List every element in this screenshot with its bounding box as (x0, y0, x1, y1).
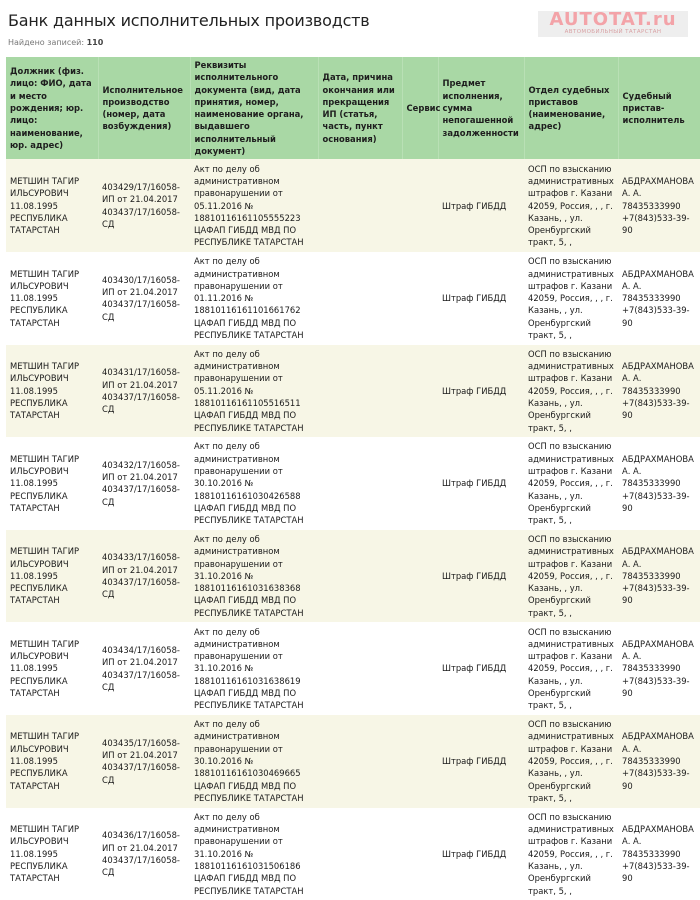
table-row (6, 715, 700, 808)
table-row (6, 252, 700, 345)
cell-document: Акт по делу об административном правонарушении от 31.10.2016 № 18810116161031638368 ЦАФАП ГИБДД МВД ПО РЕСПУБЛИКЕ ТАТАРСТАН (190, 530, 318, 623)
logo-text: AUTOTAT.ru (549, 9, 677, 30)
cell-bailiff: АБДРАХМАНОВА А. А. 78435333990 +7(843)533-39-90 (618, 252, 700, 345)
table-row (6, 159, 700, 252)
records-found (8, 38, 103, 47)
column-header-proceeding: Исполнительное производство (номер, дата возбуждения) (98, 57, 190, 159)
cell-end-date (318, 159, 402, 252)
cell-proceeding: 403436/17/16058-ИП от 21.04.2017 403437/17/16058-СД (98, 808, 190, 900)
table-row (6, 622, 700, 715)
cell-service (402, 808, 438, 900)
cell-bailiff: АБДРАХМАНОВА А. А. 78435333990 +7(843)533-39-90 (618, 437, 700, 530)
table-body (6, 159, 700, 900)
cell-end-date (318, 345, 402, 438)
records-found-label: Найдено записей: (8, 38, 85, 47)
cell-proceeding: 403430/17/16058-ИП от 21.04.2017 403437/17/16058-СД (98, 252, 190, 345)
cell-subject: Штраф ГИБДД (438, 345, 524, 438)
logo-subtitle: АВТОМОБИЛЬНЫЙ ТАТАРСТАН (564, 29, 662, 35)
cell-service (402, 622, 438, 715)
cell-debtor: МЕТШИН ТАГИР ИЛЬСУРОВИЧ 11.08.1995 РЕСПУБЛИКА ТАТАРСТАН (6, 530, 98, 623)
page-title: Банк данных исполнительных производств (8, 10, 370, 30)
cell-department: ОСП по взысканию административных штрафов г. Казани 42059, Россия, , , г. Казань, , ул. Оренбургский тракт, 5, , (524, 808, 618, 900)
column-header-document: Реквизиты исполнительного документа (вид, дата принятия, номер, наименование органа, выдавшего исполнительный документ) (190, 57, 318, 159)
table-row (6, 530, 700, 623)
cell-document: Акт по делу об административном правонарушении от 01.11.2016 № 18810116161101661762 ЦАФАП ГИБДД МВД ПО РЕСПУБЛИКЕ ТАТАРСТАН (190, 252, 318, 345)
cell-debtor: МЕТШИН ТАГИР ИЛЬСУРОВИЧ 11.08.1995 РЕСПУБЛИКА ТАТАРСТАН (6, 808, 98, 900)
cell-end-date (318, 808, 402, 900)
cell-document: Акт по делу об административном правонарушении от 31.10.2016 № 18810116161031638619 ЦАФАП ГИБДД МВД ПО РЕСПУБЛИКЕ ТАТАРСТАН (190, 622, 318, 715)
cell-debtor: МЕТШИН ТАГИР ИЛЬСУРОВИЧ 11.08.1995 РЕСПУБЛИКА ТАТАРСТАН (6, 252, 98, 345)
cell-subject: Штраф ГИБДД (438, 437, 524, 530)
header-row (6, 57, 700, 159)
cell-debtor: МЕТШИН ТАГИР ИЛЬСУРОВИЧ 11.08.1995 РЕСПУБЛИКА ТАТАРСТАН (6, 345, 98, 438)
cell-debtor: МЕТШИН ТАГИР ИЛЬСУРОВИЧ 11.08.1995 РЕСПУБЛИКА ТАТАРСТАН (6, 437, 98, 530)
cell-document: Акт по делу об административном правонарушении от 30.10.2016 № 18810116161030469665 ЦАФАП ГИБДД МВД ПО РЕСПУБЛИКЕ ТАТАРСТАН (190, 715, 318, 808)
column-header-end-date: Дата, причина окончания или прекращения ИП (статья, часть, пункт основания) (318, 57, 402, 159)
cell-debtor: МЕТШИН ТАГИР ИЛЬСУРОВИЧ 11.08.1995 РЕСПУБЛИКА ТАТАРСТАН (6, 622, 98, 715)
cell-bailiff: АБДРАХМАНОВА А. А. 78435333990 +7(843)533-39-90 (618, 530, 700, 623)
column-header-subject: Предмет исполнения, сумма непогашенной задолженности (438, 57, 524, 159)
table-row (6, 808, 700, 900)
cell-subject: Штраф ГИБДД (438, 530, 524, 623)
cell-service (402, 437, 438, 530)
column-header-bailiff: Судебный пристав-исполнитель (618, 57, 700, 159)
cell-debtor: МЕТШИН ТАГИР ИЛЬСУРОВИЧ 11.08.1995 РЕСПУБЛИКА ТАТАРСТАН (6, 715, 98, 808)
cell-bailiff: АБДРАХМАНОВА А. А. 78435333990 +7(843)533-39-90 (618, 622, 700, 715)
cell-service (402, 159, 438, 252)
cell-document: Акт по делу об административном правонарушении от 05.11.2016 № 18810116161105555223 ЦАФАП ГИБДД МВД ПО РЕСПУБЛИКЕ ТАТАРСТАН (190, 159, 318, 252)
cell-service (402, 252, 438, 345)
cell-debtor: МЕТШИН ТАГИР ИЛЬСУРОВИЧ 11.08.1995 РЕСПУБЛИКА ТАТАРСТАН (6, 159, 98, 252)
site-logo[interactable] (538, 11, 688, 37)
column-header-service: Сервис (402, 57, 438, 159)
table-row (6, 345, 700, 438)
cell-bailiff: АБДРАХМАНОВА А. А. 78435333990 +7(843)533-39-90 (618, 159, 700, 252)
cell-proceeding: 403432/17/16058-ИП от 21.04.2017 403437/17/16058-СД (98, 437, 190, 530)
proceedings-table (6, 57, 700, 900)
cell-proceeding: 403429/17/16058-ИП от 21.04.2017 403437/17/16058-СД (98, 159, 190, 252)
cell-department: ОСП по взысканию административных штрафов г. Казани 42059, Россия, , , г. Казань, , ул. Оренбургский тракт, 5, , (524, 437, 618, 530)
cell-proceeding: 403431/17/16058-ИП от 21.04.2017 403437/17/16058-СД (98, 345, 190, 438)
cell-department: ОСП по взысканию административных штрафов г. Казани 42059, Россия, , , г. Казань, , ул. Оренбургский тракт, 5, , (524, 345, 618, 438)
cell-department: ОСП по взысканию административных штрафов г. Казани 42059, Россия, , , г. Казань, , ул. Оренбургский тракт, 5, , (524, 622, 618, 715)
column-header-debtor: Должник (физ. лицо: ФИО, дата и место рождения; юр. лицо: наименование, юр. адрес) (6, 57, 98, 159)
cell-end-date (318, 530, 402, 623)
cell-service (402, 715, 438, 808)
cell-end-date (318, 622, 402, 715)
cell-document: Акт по делу об административном правонарушении от 31.10.2016 № 18810116161031506186 ЦАФАП ГИБДД МВД ПО РЕСПУБЛИКЕ ТАТАРСТАН (190, 808, 318, 900)
cell-subject: Штраф ГИБДД (438, 715, 524, 808)
column-header-department: Отдел судебных приставов (наименование, адрес) (524, 57, 618, 159)
cell-service (402, 530, 438, 623)
cell-subject: Штраф ГИБДД (438, 808, 524, 900)
cell-bailiff: АБДРАХМАНОВА А. А. 78435333990 +7(843)533-39-90 (618, 808, 700, 900)
cell-proceeding: 403434/17/16058-ИП от 21.04.2017 403437/17/16058-СД (98, 622, 190, 715)
table-row (6, 437, 700, 530)
cell-proceeding: 403435/17/16058-ИП от 21.04.2017 403437/17/16058-СД (98, 715, 190, 808)
cell-document: Акт по делу об административном правонарушении от 05.11.2016 № 18810116161105516511 ЦАФАП ГИБДД МВД ПО РЕСПУБЛИКЕ ТАТАРСТАН (190, 345, 318, 438)
cell-document: Акт по делу об административном правонарушении от 30.10.2016 № 18810116161030426588 ЦАФАП ГИБДД МВД ПО РЕСПУБЛИКЕ ТАТАРСТАН (190, 437, 318, 530)
cell-bailiff: АБДРАХМАНОВА А. А. 78435333990 +7(843)533-39-90 (618, 715, 700, 808)
cell-proceeding: 403433/17/16058-ИП от 21.04.2017 403437/17/16058-СД (98, 530, 190, 623)
cell-subject: Штраф ГИБДД (438, 622, 524, 715)
cell-department: ОСП по взысканию административных штрафов г. Казани 42059, Россия, , , г. Казань, , ул. Оренбургский тракт, 5, , (524, 715, 618, 808)
cell-end-date (318, 437, 402, 530)
cell-subject: Штраф ГИБДД (438, 252, 524, 345)
records-found-count: 110 (86, 38, 104, 47)
cell-department: ОСП по взысканию административных штрафов г. Казани 42059, Россия, , , г. Казань, , ул. Оренбургский тракт, 5, , (524, 252, 618, 345)
cell-end-date (318, 252, 402, 345)
cell-bailiff: АБДРАХМАНОВА А. А. 78435333990 +7(843)533-39-90 (618, 345, 700, 438)
cell-end-date (318, 715, 402, 808)
cell-department: ОСП по взысканию административных штрафов г. Казани 42059, Россия, , , г. Казань, , ул. Оренбургский тракт, 5, , (524, 530, 618, 623)
table-header (6, 57, 700, 159)
cell-subject: Штраф ГИБДД (438, 159, 524, 252)
cell-service (402, 345, 438, 438)
cell-department: ОСП по взысканию административных штрафов г. Казани 42059, Россия, , , г. Казань, , ул. Оренбургский тракт, 5, , (524, 159, 618, 252)
